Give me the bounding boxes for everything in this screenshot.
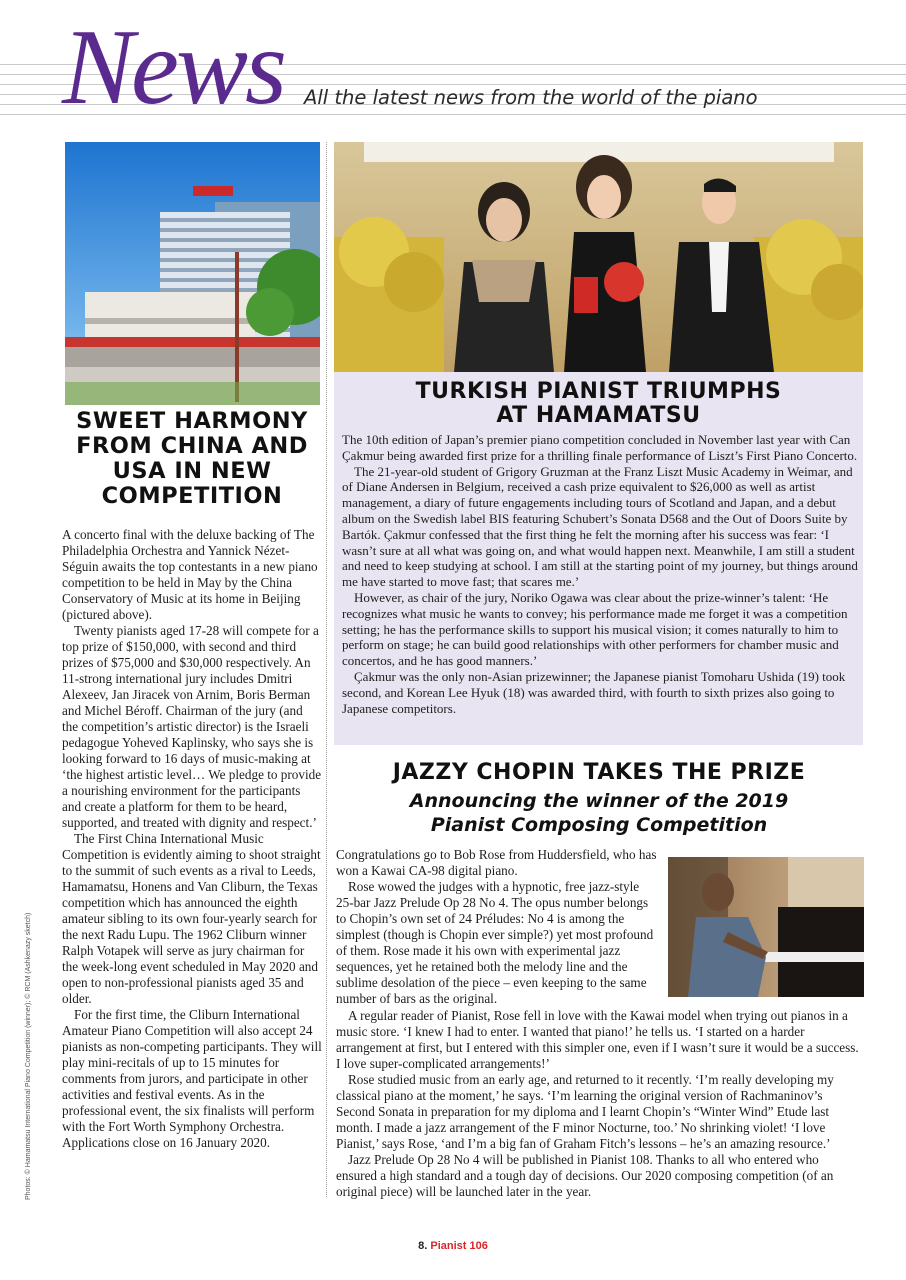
chopin-story-body (336, 1008, 862, 1200)
standfirst-line: Pianist Composing Competition (430, 814, 768, 836)
hamamatsu-story-body (342, 432, 858, 716)
hamamatsu-winners-photo (334, 142, 863, 372)
headline-line: AT HAMAMATSU (496, 403, 701, 428)
paragraph: Rose wowed the judges with a hypnotic, free jazz-style 25-bar Jazz Prelude Op 28 No 4. The opus number belongs to Chopin’s own set of 24 Préludes: No 4 is among the simplest (though is Chopin ever simple?) yet most profound of them. Rose made it his own with experimental jazz sequences, yet he retained both the melody line and the sublime desolation of the piece – even keeping to the same number of bars as the original. (336, 879, 654, 1006)
paragraph: Rose studied music from an early age, and returned to it recently. ‘I’m really developing my classical piano at the moment,’ he says. ‘I’m learning the original version of Rachmaninov’s Second Sonata in preparation for my diploma and I learnt Chopin’s “Winter Wind” Etude last month. I made a jazz arrangement of the F minor Nocturne, too.’ No shrinking violet! ‘I love Pianist,’ says Rose, ‘and I’m a big fan of Graham Fitch’s lessons – he’s an amazing resource.’ (336, 1072, 834, 1151)
paragraph: For the first time, the Cliburn International Amateur Piano Competition will also accept 24 pianists as non-competing participants. They will play mini-recitals of up to 15 minutes for comments from jurors, and participate in other activities and festival events. As in the professional event, the six finalists will perform with the Fort Worth Symphony Orchestra. Applications close on 16 January 2020. (62, 1007, 322, 1150)
paragraph: A regular reader of Pianist, Rose fell in love with the Kawai model when trying out pianos in a music store. ‘I knew I had to enter. I wanted that piano!’ he tells us. ‘I started on a harder arrangement at first, but I entered with this simpler one, even if I wasn’t sure it would be a success. I love super-complicated arrangements!’ (336, 1008, 859, 1071)
paragraph: Congratulations go to Bob Rose from Huddersfield, who has won a Kawai CA-98 digital piano. (336, 847, 657, 878)
masthead-subtitle: All the latest news from the world of the piano (304, 86, 758, 109)
china-story-body (62, 527, 322, 1151)
hamamatsu-story-headline (334, 380, 863, 428)
bob-rose-at-piano-photo (668, 857, 864, 997)
china-story-headline: SWEET HARMONY FROM CHINA AND USA IN NEW COMPETITION (76, 408, 308, 509)
photo-credit: Photos: © Hamamatsu International Piano Competition (winner); © RCM (Ashkenazy sketch) (25, 912, 32, 1200)
masthead-title: News (62, 8, 285, 127)
paragraph: However, as chair of the jury, Noriko Ogawa was clear about the prize-winner’s talent: ‘He recognizes what music he wants to convey; his performance made me forget it was a competition setting; he has the performance skills to support his musical vision; it comes naturally to him to perform on stage; he can build good relationships with other performers for chamber music and concertos, and he has good manners.’ (342, 589, 848, 669)
paragraph: The 21-year-old student of Grigory Gruzman at the Franz Liszt Music Academy in Weimar, and of Diane Andersen in Belgium, received a cash prize equivalent to $26,000 as well as artist management, a diary of future engagements including tours of Scotland and Japan, and a debut album on the Swedish label BIS featuring Schubert’s Sonata D568 and the Out of Doors Suite by Bartók. Çakmur confessed that the first thing he felt the morning after his success was fear: ‘I wasn’t sure at all what was going on, and what would happen next. Meanwhile, I am still a student and need to keep studying at school. I am still at the starting point of my journey, but things around me have started to move fast; that scares me.’ (342, 463, 858, 590)
paragraph: The 10th edition of Japan’s premier piano competition concluded in November last year with Can Çakmur being awarded first prize for a thrilling finale performance of Liszt’s First Piano Concerto. (342, 432, 858, 463)
headline-line: TURKISH PIANIST TRIUMPHS (415, 379, 782, 404)
paragraph: A concerto final with the deluxe backing of The Philadelphia Orchestra and Yannick Nézet-Séguin awaits the top contestants in a new piano competition to be held in May by the China Conservatory of Music at its home in Beijing (pictured above). (62, 527, 318, 622)
winners-illustration (334, 142, 863, 372)
paragraph: Twenty pianists aged 17-28 will compete for a top prize of $150,000, with second and third prizes of $75,000 and $30,000 respectively. An 11-strong international jury includes Dmitri Alexeev, Jan Jiracek von Arnim, Boris Berman and Michel Béroff. Chairman of the jury (and the competition’s artistic director) is the Israeli pedagogue Yoheved Kaplinsky, who says she is looking forward to 16 days of music-making at ‘the highest artistic level… We pledge to provide a nourishing environment for the participants and create a platform for them to be heard, supported, and treated with dignity and respect.’ (62, 623, 322, 830)
building-illustration (65, 142, 320, 405)
issue-number: 106 (469, 1240, 488, 1252)
pianist-illustration (668, 857, 864, 997)
standfirst-line: Announcing the winner of the 2019 (409, 790, 789, 812)
chopin-story-standfirst (336, 789, 862, 837)
column-divider (326, 142, 327, 1197)
chopin-story-wrap-text (336, 847, 658, 1007)
page-folio (0, 1240, 906, 1252)
paragraph: Jazz Prelude Op 28 No 4 will be published in Pianist 108. Thanks to all who entered who ensured a high standard and a tough day of decisions. Our 2020 composing competition (of an original piece) will be launched later in the year. (336, 1152, 834, 1199)
paragraph: Çakmur was the only non-Asian prizewinner; the Japanese pianist Tomoharu Ushida (19) took second, and Korean Lee Hyuk (18) was awarded third, with fourth to sixth prizes also going to Japanese competitors. (342, 668, 846, 716)
magazine-name: Pianist (430, 1240, 467, 1252)
chopin-story-headline: JAZZY CHOPIN TAKES THE PRIZE (392, 760, 806, 785)
paragraph: The First China International Music Competition is evidently aiming to shoot straight to the summit of such events as a rival to Leeds, Hamamatsu, Honens and Van Cliburn, the Texas competition which has announced the eighth amateur sibling to its own four-yearly search for the next Radu Lupu. The 1962 Cliburn winner Ralph Votapek will serve as jury chairman for the week-long event scheduled in May 2020 and open to non-professional pianists aged 35 and older. (62, 831, 321, 1006)
conservatory-building-photo (65, 142, 320, 405)
page-number: 8. (418, 1240, 428, 1252)
